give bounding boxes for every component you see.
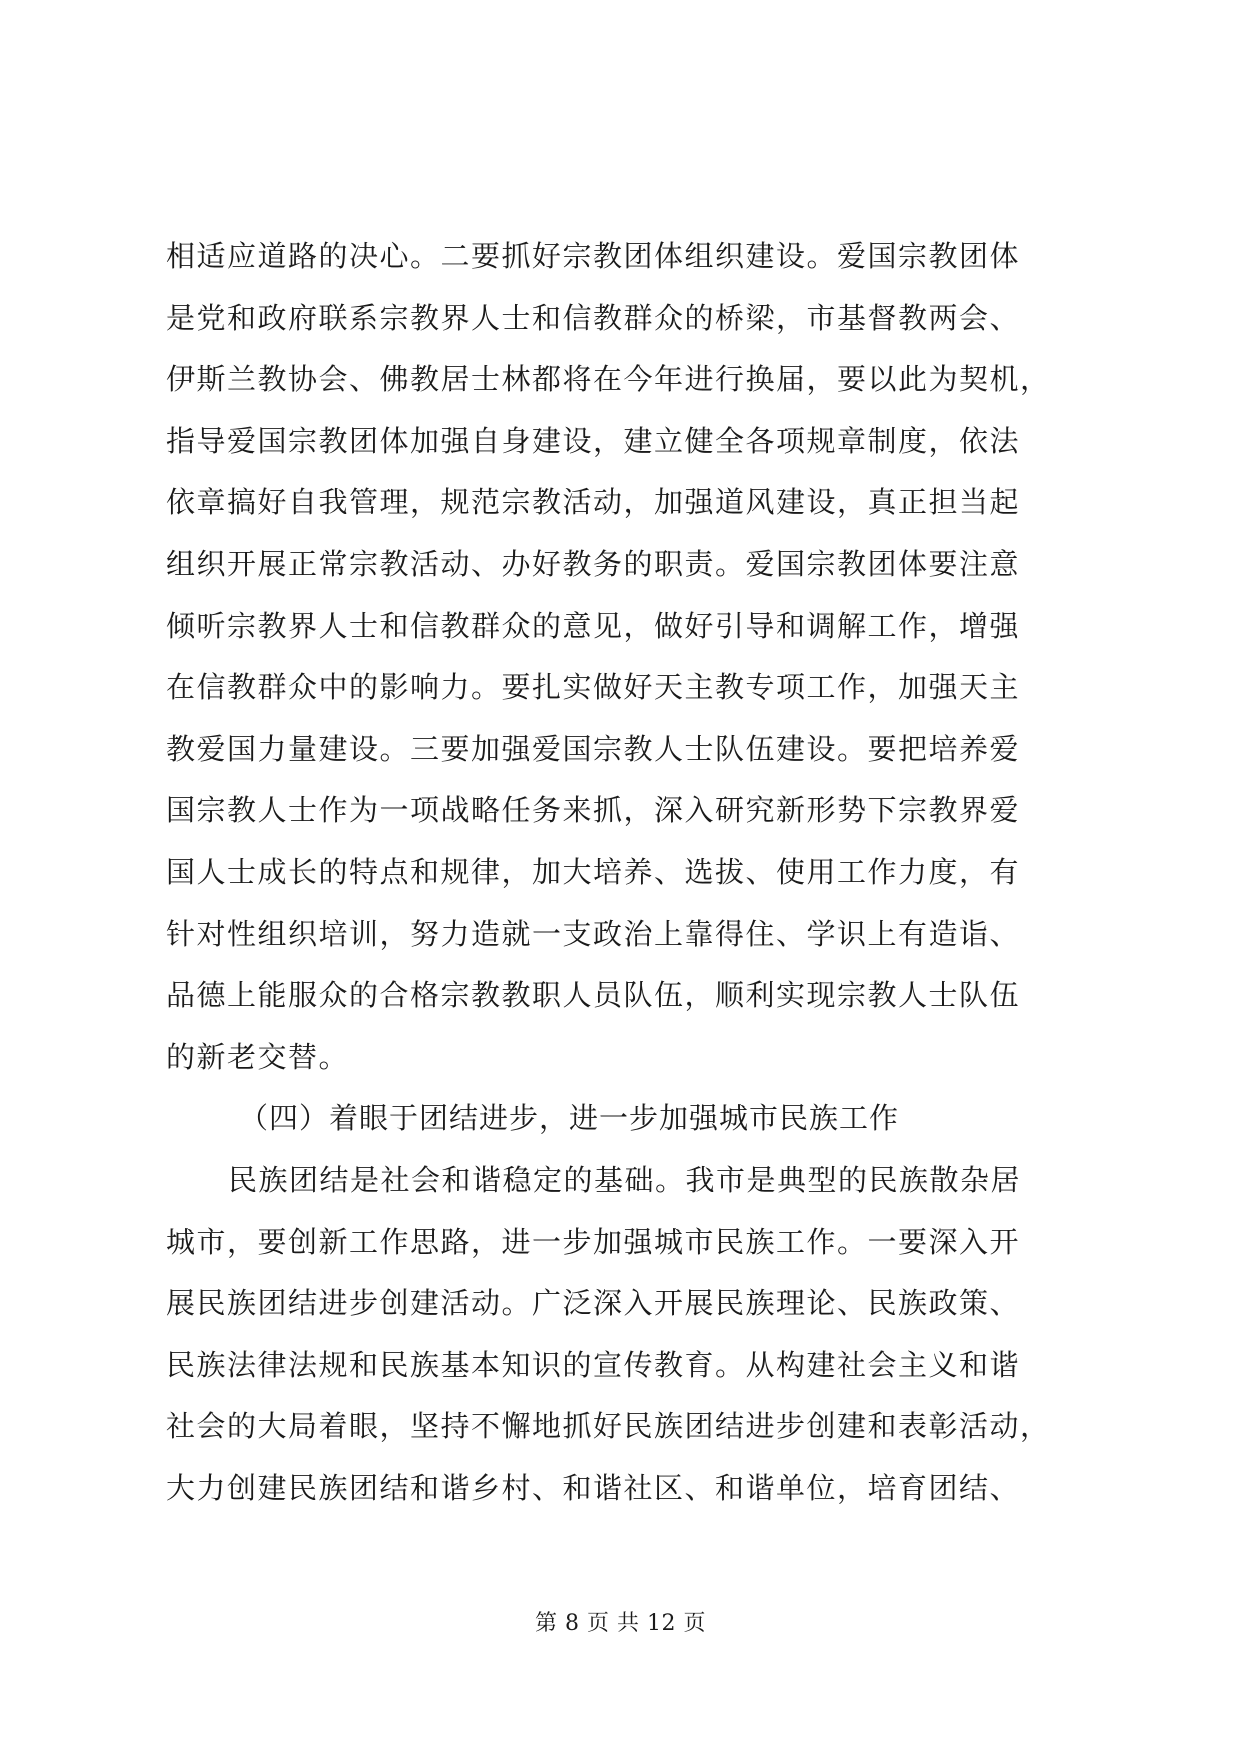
body-text — [166, 226, 1106, 1519]
text-line: 民族法律法规和民族基本知识的宣传教育。从构建社会主义和谐 — [166, 1347, 1021, 1382]
text-line: 指导爱国宗教团体加强自身建设，建立健全各项规章制度，依法 — [166, 423, 1021, 458]
text-line: 社会的大局着眼，坚持不懈地抓好民族团结进步创建和表彰活动， — [166, 1409, 1051, 1444]
page-number-footer: 第 8 页 共 12 页 — [535, 1611, 706, 1636]
text-line: 是党和政府联系宗教界人士和信教群众的桥梁，市基督教两会、 — [166, 300, 1021, 335]
text-line: 针对性组织培训，努力造就一支政治上靠得住、学识上有造诣、 — [166, 916, 1021, 951]
text-line: 的新老交替。 — [166, 1039, 350, 1074]
text-line: 相适应道路的决心。二要抓好宗教团体组织建设。爱国宗教团体 — [166, 239, 1021, 273]
paragraph-first-line: 民族团结是社会和谐稳定的基础。我市是典型的民族散杂居 — [228, 1162, 1022, 1197]
text-line: 倾听宗教界人士和信教群众的意见，做好引导和调解工作，增强 — [166, 608, 1021, 643]
text-line: 在信教群众中的影响力。要扎实做好天主教专项工作，加强天主 — [166, 670, 1021, 705]
section-heading: （四）着眼于团结进步，进一步加强城市民族工作 — [239, 1101, 900, 1136]
text-line: 教爱国力量建设。三要加强爱国宗教人士队伍建设。要把培养爱 — [166, 731, 1021, 766]
text-line: 依章搞好自我管理，规范宗教活动，加强道风建设，真正担当起 — [166, 485, 1021, 520]
text-line: 伊斯兰教协会、佛教居士林都将在今年进行换届，要以此为契机， — [166, 362, 1051, 397]
text-line: 城市，要创新工作思路，进一步加强城市民族工作。一要深入开 — [166, 1224, 1021, 1259]
text-line: 组织开展正常宗教活动、办好教务的职责。爱国宗教团体要注意 — [166, 546, 1021, 581]
text-line: 展民族团结进步创建活动。广泛深入开展民族理论、民族政策、 — [166, 1286, 1021, 1321]
text-line: 品德上能服众的合格宗教教职人员队伍，顺利实现宗教人士队伍 — [166, 978, 1021, 1013]
text-line: 国人士成长的特点和规律，加大培养、选拔、使用工作力度，有 — [166, 854, 1021, 889]
text-line: 国宗教人士作为一项战略任务来抓，深入研究新形势下宗教界爱 — [166, 793, 1021, 828]
text-line: 大力创建民族团结和谐乡村、和谐社区、和谐单位，培育团结、 — [166, 1470, 1021, 1505]
